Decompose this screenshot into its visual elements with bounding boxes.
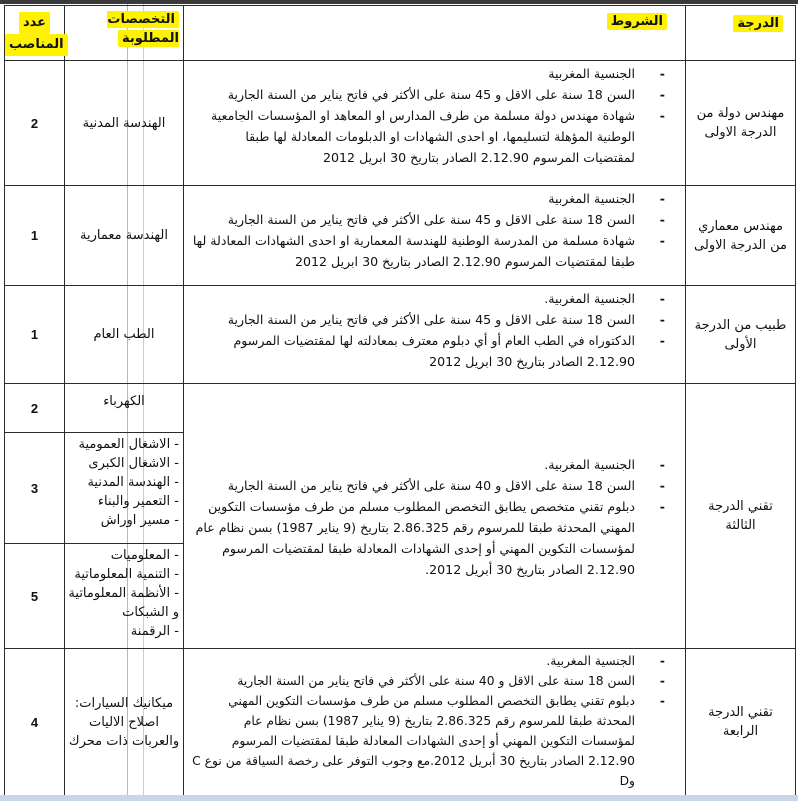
header-count-line1: عدد: [19, 12, 50, 34]
header-count-line2: المناصب: [5, 34, 68, 56]
header-count: [5, 6, 65, 61]
conditions-cell: [184, 61, 686, 186]
header-grade-label: الدرجة: [733, 15, 783, 32]
specialty-item: - المعلوميات: [110, 548, 179, 563]
condition-item: - الدكتوراه في الطب العام أو أي دبلوم معترف بمعادلته لها لمقتضيات المرسوم 2.12.90 الصادر بتاريخ 30 ابريل 2012: [192, 330, 679, 372]
condition-item: - الجنسية المغربية.: [192, 288, 679, 309]
specialty-item: - التعمير والبناء: [97, 494, 179, 509]
table-row: [5, 186, 796, 286]
conditions-cell: [184, 186, 686, 286]
position-count: 4: [5, 649, 65, 796]
specialty: الطب العام: [65, 286, 184, 384]
specialty-item: - الاشغال العمومية: [78, 437, 179, 452]
header-specialties-label: التخصصات المطلوبة: [107, 12, 179, 46]
conditions-cell: [184, 286, 686, 384]
condition-item: - الجنسية المغربية: [192, 188, 679, 209]
grade: طبيب من الدرجة الأولى: [686, 286, 796, 384]
table-row: [5, 384, 796, 433]
conditions-cell: [184, 384, 686, 649]
table-row: [5, 61, 796, 186]
condition-item: - السن 18 سنة على الاقل و 40 سنة على الأكثر في فاتح يناير من السنة الجارية: [192, 475, 679, 496]
header-grade: [686, 6, 796, 61]
specialty-list: [65, 544, 184, 649]
specialty-item: - الأنظمة المعلوماتية: [68, 586, 179, 601]
header-conditions-label: الشروط: [607, 13, 667, 30]
window-bottom-edge: [0, 795, 798, 801]
specialty-item: - الرقمنة: [130, 624, 179, 639]
conditions-cell: [184, 649, 686, 796]
position-count: 1: [5, 186, 65, 286]
specialty: الكهرباء: [65, 384, 184, 433]
specialty-line: اصلاح الاليات: [88, 714, 160, 730]
specialty: [65, 649, 184, 796]
specialty-item: - التنمية المعلوماتية: [74, 567, 179, 582]
specialty-item: - مسير اوراش: [100, 513, 179, 528]
position-count: 1: [5, 286, 65, 384]
specialty-line: والعربات ذات محرك: [68, 733, 180, 749]
condition-item: - الجنسية المغربية: [192, 63, 679, 84]
table-row: [5, 649, 796, 796]
header-specialties: [65, 6, 184, 61]
header-conditions: [184, 6, 686, 61]
position-count: 5: [5, 544, 65, 649]
positions-table: [4, 5, 796, 796]
condition-item: - الجنسية المغربية.: [192, 454, 679, 475]
specialty-list: [65, 433, 184, 544]
condition-item: - الجنسية المغربية.: [192, 651, 679, 671]
specialty-line: ميكانيك السيارات:: [74, 695, 174, 711]
specialty: الهندسة المدنية: [65, 61, 184, 186]
specialty-item: و الشبكات: [122, 605, 179, 620]
condition-item: - السن 18 سنة على الاقل و 45 سنة على الأكثر في فاتح يناير من السنة الجارية: [192, 209, 679, 230]
grade: تقني الدرجة الثالثة: [686, 384, 796, 649]
grade: تقني الدرجة الرابعة: [686, 649, 796, 796]
specialty-item: - الاشغال الكبرى: [88, 456, 179, 471]
table-header-row: [5, 6, 796, 61]
specialty-item: - الهندسة المدنية: [87, 475, 179, 490]
specialty: الهندسة معمارية: [65, 186, 184, 286]
position-count: 3: [5, 433, 65, 544]
condition-item: - السن 18 سنة على الاقل و 45 سنة على الأكثر في فاتح يناير من السنة الجارية: [192, 84, 679, 105]
position-count: 2: [5, 384, 65, 433]
grade: مهندس معماري من الدرجة الاولى: [686, 186, 796, 286]
condition-item: - دبلوم تقني متخصص يطابق التخصص المطلوب مسلم من طرف مؤسسات التكوين المهني المحدثة طبقا للمرسوم رقم 2.86.325 بتاريخ (9 يناير 1987) بسن نظام عام لمؤسسات التكوين المهني أو إحدى الشهادات المعادلة طبقا لمقتضيات المرسوم 2.12.90 الصادر بتاريخ 30 أبريل 2012.: [192, 496, 679, 580]
condition-item: - شهادة مسلمة من المدرسة الوطنية للهندسة المعمارية او احدى الشهادات المعادلة لها طبقا لمقتضيات المرسوم 2.12.90 الصادر بتاريخ 30 ابريل 2012: [192, 230, 679, 272]
condition-item: - شهادة مهندس دولة مسلمة من طرف المدارس او المعاهد او المؤسسات الجامعية الوطنية المؤهلة لتسليمها، او احدى الشهادات او الدبلومات المعادلة لها طبقا لمقتضيات المرسوم 2.12.90 الصادر بتاريخ 30 ابريل 2012: [192, 105, 679, 168]
position-count: 2: [5, 61, 65, 186]
grade: مهندس دولة من الدرجة الاولى: [686, 61, 796, 186]
table-row: [5, 286, 796, 384]
condition-item: - السن 18 سنة على الاقل و 40 سنة على الأكثر في فاتح يناير من السنة الجارية: [192, 671, 679, 691]
condition-item: - دبلوم تقني يطابق التخصص المطلوب مسلم من طرف مؤسسات التكوين المهني المحدثة طبقا للمرسوم رقم 2.86.325 بتاريخ (9 يناير 1987) بسن نظام عام لمؤسسات التكوين المهني أو إحدى الشهادات المعادلة طبقا لمقتضيات المرسوم 2.12.90 الصادر بتاريخ 30 أبريل 2012.مع وجوب التوفر على رخصة السياقة من نوع C وD: [192, 691, 679, 791]
condition-item: - السن 18 سنة على الاقل و 45 سنة على الأكثر في فاتح يناير من السنة الجارية: [192, 309, 679, 330]
